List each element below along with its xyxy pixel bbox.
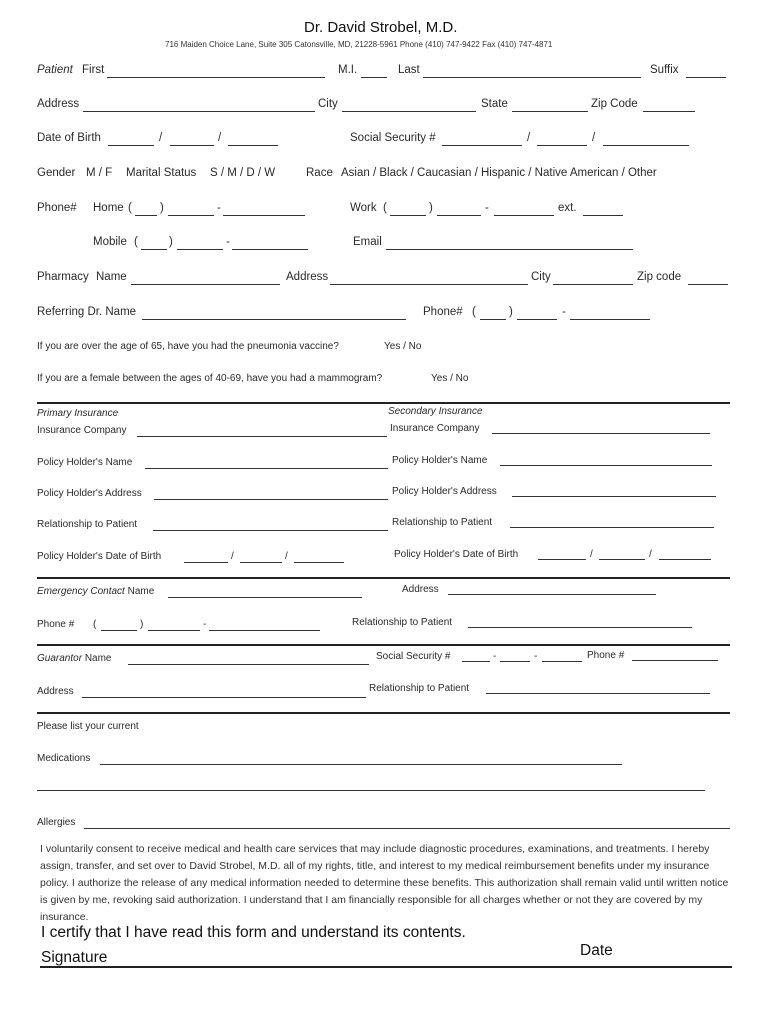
referring-phone-label: Phone# [423,306,463,318]
guarantor-address-field[interactable] [82,697,366,698]
work-paren-open: ( [383,202,387,214]
certify-statement: I certify that I have read this form and understand its contents. [41,924,466,941]
primary-holder-address-label: Policy Holder's Address [37,488,142,499]
guarantor-ssn-field-1[interactable] [462,661,490,662]
primary-holder-name-label: Policy Holder's Name [37,457,133,468]
primary-relationship-field[interactable] [153,530,388,531]
divider-guarantor [37,644,730,646]
primary-holder-dob-label: Policy Holder's Date of Birth [37,551,162,562]
home-number-field[interactable] [223,215,305,216]
guarantor-ssn-label: Social Security # [376,651,451,662]
work-prefix-field[interactable] [437,215,481,216]
secondary-dob-slash-1: / [590,549,593,560]
secondary-dob-slash-2: / [649,549,652,560]
mammogram-question: If you are a female between the ages of 40-69, have you had a mammogram? [37,373,383,384]
emergency-paren-close: ) [140,619,144,630]
emergency-name-field[interactable] [168,597,362,598]
guarantor-address-label: Address [37,686,74,697]
email-field[interactable] [386,249,633,250]
email-label: Email [353,236,382,248]
practice-address: 716 Maiden Choice Lane, Suite 305 Catonsville, MD, 21228-5961 Phone (410) 747-9422 Fax (410) 747-4871 [165,40,553,49]
city-field[interactable] [342,111,476,112]
secondary-holder-address-label: Policy Holder's Address [392,486,497,497]
state-label: State [481,98,508,110]
emergency-relationship-field[interactable] [468,627,692,628]
secondary-dob-month-field[interactable] [538,559,586,560]
home-label: Home [93,202,124,214]
zip-field[interactable] [643,111,695,112]
guarantor-phone-label: Phone # [587,650,625,661]
secondary-company-field[interactable] [492,433,710,434]
mobile-area-field[interactable] [141,249,167,250]
city-label: City [318,98,338,110]
ssn-slash-2: / [592,132,596,144]
emergency-contact-label: Emergency Contact [37,586,125,597]
guarantor-label: Guarantor [37,653,83,664]
home-dash: - [217,202,221,214]
primary-holder-name-field[interactable] [145,468,388,469]
primary-relationship-label: Relationship to Patient [37,519,138,530]
guarantor-ssn-field-3[interactable] [542,661,582,662]
pharmacy-name-label: Name [96,271,127,283]
mi-label: M.I. [338,64,358,76]
divider-medical [37,712,730,714]
secondary-relationship-label: Relationship to Patient [392,517,493,528]
primary-holder-address-field[interactable] [154,499,388,500]
secondary-holder-name-label: Policy Holder's Name [392,455,488,466]
home-paren-open: ( [128,202,132,214]
guarantor-relationship-label: Relationship to Patient [369,683,470,694]
consent-text: I voluntarily consent to receive medical and health care services that may include diagnostic procedures, examinations, and treatments. I hereby assign, transfer, and set over to David Strobel, M.D. all of my rights, title, and interest to my medical reimbursement benefits under my insurance policy. I authorize the release of any medical information needed to determine these benefits. This authorization shall remain valid until written notice is given by me, revoking said authorization. I understand that I am financially responsible for all charges whether or not they are covered by my insurance. [40,843,729,923]
primary-dob-day-field[interactable] [240,562,282,563]
state-field[interactable] [512,111,588,112]
home-paren-close: ) [160,202,164,214]
medications-field[interactable] [100,764,622,765]
guarantor-name-field[interactable] [128,664,369,665]
secondary-holder-dob-label: Policy Holder's Date of Birth [394,549,519,560]
pharmacy-label: Pharmacy [37,271,89,283]
mobile-number-field[interactable] [232,249,308,250]
allergies-field[interactable] [84,828,730,829]
pharmacy-zip-field[interactable] [688,284,728,285]
allergies-label: Allergies [37,817,76,828]
guarantor-ssn-field-2[interactable] [500,661,530,662]
secondary-dob-year-field[interactable] [659,559,711,560]
secondary-relationship-field[interactable] [510,527,714,528]
home-prefix-field[interactable] [168,215,214,216]
pneumonia-question: If you are over the age of 65, have you had the pneumonia vaccine? [37,341,339,352]
guarantor-relationship-field[interactable] [486,693,710,694]
primary-insurance-label: Primary Insurance [37,408,119,419]
mobile-paren-open: ( [134,236,138,248]
dob-slash-1: / [159,132,163,144]
mobile-paren-close: ) [169,236,173,248]
work-label: Work [350,202,377,214]
doctor-name: Dr. David Strobel, M.D. [304,19,458,36]
ssn-slash-1: / [527,132,531,144]
guarantor-phone-field[interactable] [632,660,718,661]
ssn-field-2[interactable] [537,145,587,146]
primary-dob-month-field[interactable] [184,562,228,563]
date-label: Date [580,942,613,959]
suffix-label: Suffix [650,64,679,76]
referring-prefix-field[interactable] [517,319,557,320]
first-name-field[interactable] [107,77,325,78]
secondary-insurance-label: Secondary Insurance [388,406,483,417]
pharmacy-address-field[interactable] [330,284,528,285]
ssn-label: Social Security # [350,132,436,144]
dob-slash-2: / [218,132,222,144]
primary-dob-slash-2: / [285,551,288,562]
dob-month-field[interactable] [108,145,154,146]
referring-paren-open: ( [472,306,476,318]
gender-label: Gender [37,167,76,179]
emergency-contact-label-group [37,586,154,597]
dob-label: Date of Birth [37,132,101,144]
emergency-area-field[interactable] [101,630,137,631]
divider-emergency [37,577,730,579]
last-name-field[interactable] [423,77,641,78]
mobile-dash: - [226,236,230,248]
work-area-field[interactable] [390,215,426,216]
ext-field[interactable] [583,215,623,216]
medications-label: Medications [37,753,91,764]
mobile-label: Mobile [93,236,127,248]
primary-company-field[interactable] [137,436,387,437]
emergency-name-label: Name [127,586,155,597]
address-label: Address [37,98,80,110]
dob-day-field[interactable] [170,145,214,146]
emergency-paren-open: ( [93,619,97,630]
marital-label: Marital Status [126,167,197,179]
last-name-label: Last [398,64,420,76]
pharmacy-city-field[interactable] [553,284,633,285]
patient-label: Patient [37,64,73,76]
race-options[interactable]: Asian / Black / Caucasian / Hispanic / Native American / Other [341,167,657,179]
ssn-field-1[interactable] [442,145,522,146]
secondary-dob-day-field[interactable] [599,559,645,560]
pharmacy-address-label: Address [286,271,329,283]
primary-dob-slash-1: / [231,551,234,562]
referring-number-field[interactable] [570,319,650,320]
secondary-holder-name-field[interactable] [500,465,712,466]
medications-field-2[interactable] [37,790,705,791]
pharmacy-city-label: City [531,271,551,283]
referring-name-field[interactable] [142,319,406,320]
list-current-label: Please list your current [37,721,139,732]
guarantor-ssn-dash-1: - [493,651,497,662]
work-paren-close: ) [429,202,433,214]
divider-insurance [37,402,730,404]
emergency-number-field[interactable] [209,630,320,631]
emergency-relationship-label: Relationship to Patient [352,617,453,628]
mobile-prefix-field[interactable] [177,249,223,250]
signature-line[interactable] [40,966,732,968]
guarantor-ssn-dash-2: - [534,651,538,662]
ext-label: ext. [558,202,577,214]
emergency-dash: - [203,619,207,630]
pharmacy-name-field[interactable] [131,284,280,285]
referring-paren-close: ) [509,306,513,318]
first-name-label: First [82,64,105,76]
ssn-field-3[interactable] [603,145,689,146]
emergency-phone-label: Phone # [37,619,75,630]
signature-label: Signature [41,949,108,966]
dob-year-field[interactable] [228,145,278,146]
secondary-company-label: Insurance Company [390,423,480,434]
primary-dob-year-field[interactable] [294,562,344,563]
mammogram-answer[interactable]: Yes / No [431,373,469,384]
primary-company-label: Insurance Company [37,425,127,436]
work-number-field[interactable] [494,215,554,216]
secondary-holder-address-field[interactable] [512,496,716,497]
marital-options[interactable]: S / M / D / W [210,167,276,179]
guarantor-name-label: Name [84,653,112,664]
pneumonia-answer[interactable]: Yes / No [384,341,422,352]
suffix-field[interactable] [686,77,726,78]
referring-dash: - [562,306,566,318]
referring-label: Referring Dr. Name [37,306,137,318]
address-field[interactable] [83,111,315,112]
gender-options[interactable]: M / F [86,167,113,179]
pharmacy-zip-label: Zip code [637,271,682,283]
referring-area-field[interactable] [480,319,506,320]
emergency-address-label: Address [402,584,439,595]
emergency-prefix-field[interactable] [148,630,200,631]
home-area-field[interactable] [135,215,157,216]
race-label: Race [306,167,333,179]
guarantor-label-group [37,653,112,664]
phone-label: Phone# [37,202,77,214]
mi-field[interactable] [361,77,387,78]
emergency-address-field[interactable] [448,594,656,595]
zip-label: Zip Code [591,98,638,110]
work-dash: - [485,202,489,214]
